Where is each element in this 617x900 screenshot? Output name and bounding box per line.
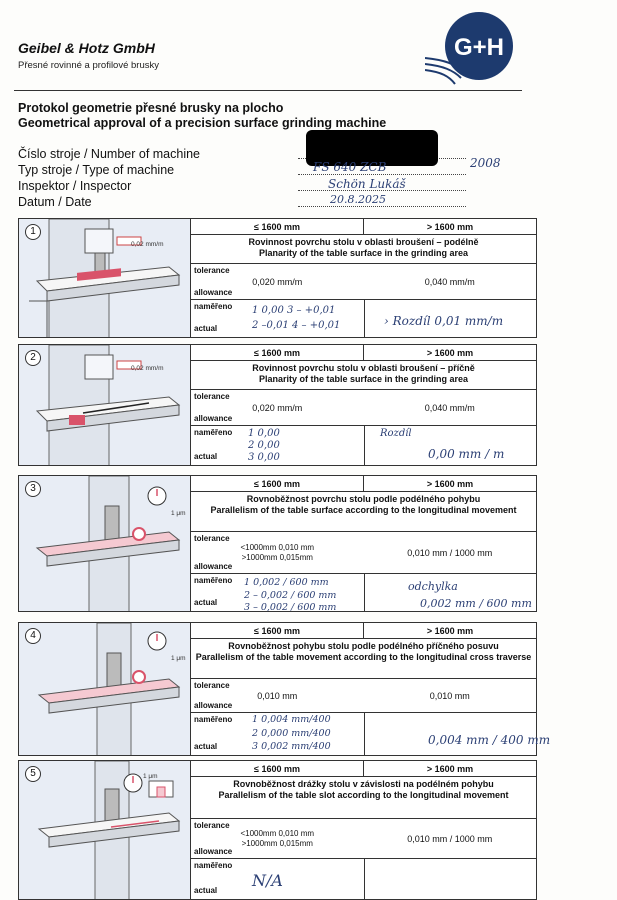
handwritten-measurement: 1 0,00 3 – +0,01 <box>252 305 336 316</box>
tolerance-row <box>191 679 536 713</box>
machine-year-value: 2008 <box>470 156 501 170</box>
parameter-title-en: Planarity of the table surface in the grinding area <box>258 374 469 384</box>
parameter-title-cz: Rovinnost povrchu stolu v oblasti broušení – příčně <box>252 363 475 373</box>
tolerance-le-long: >1000mm 0,015mm <box>241 838 313 848</box>
column-header-row <box>191 476 536 492</box>
col-le-1600: ≤ 1600 mm <box>191 623 364 638</box>
test-number: 4 <box>25 628 41 644</box>
col-gt-1600: > 1600 mm <box>426 479 474 489</box>
machine-diagram-icon <box>19 761 191 899</box>
namereno-label: naměřeno <box>194 715 233 724</box>
measured-row <box>191 859 536 899</box>
test-3-table <box>191 476 536 611</box>
namereno-label: naměřeno <box>194 861 233 870</box>
tolerance-label: tolerance <box>194 681 230 690</box>
col-gt-1600: > 1600 mm <box>426 626 474 636</box>
column-header-row <box>191 623 536 639</box>
date-label: Datum / Date <box>18 195 92 209</box>
accuracy-label: 1 μm <box>143 773 158 780</box>
test-number: 2 <box>25 350 41 366</box>
machine-type-label: Typ stroje / Type of machine <box>18 163 175 177</box>
tolerance-label: tolerance <box>194 392 230 401</box>
test-2-illustration <box>19 345 191 465</box>
parameter-title-en: Parallelism of the table slot according to the longitudinal movement <box>218 790 509 800</box>
column-divider <box>364 426 365 465</box>
parameter-title <box>191 492 536 532</box>
col-le-1600: ≤ 1600 mm <box>191 345 364 360</box>
machine-type-value: FS 640 ZCB <box>313 160 387 174</box>
allowance-label: allowance <box>194 701 233 710</box>
machine-diagram-icon <box>19 476 191 611</box>
handwritten-measurement: 1 0,004 mm/400 <box>252 714 331 725</box>
test-number: 1 <box>25 224 41 240</box>
tolerance-le: 0,020 mm/m <box>252 402 303 413</box>
tolerance-le-long: >1000mm 0,015mm <box>241 552 313 562</box>
tolerance-label: tolerance <box>194 266 230 275</box>
namereno-label: naměřeno <box>194 576 233 585</box>
test-3-illustration <box>19 476 191 611</box>
allowance-label: allowance <box>194 562 233 571</box>
handwritten-measurement: 2 – 0,002 / 600 mm <box>244 590 337 601</box>
company-subtitle: Přesné rovinné a profilové brusky <box>18 60 159 71</box>
machine-number-label: Číslo stroje / Number of machine <box>18 147 201 161</box>
parameter-title <box>191 777 536 819</box>
actual-label: actual <box>194 886 218 895</box>
accuracy-label: 1 μm <box>171 655 186 662</box>
tolerance-gt: 0,040 mm/m <box>424 276 475 287</box>
col-le-1600: ≤ 1600 mm <box>191 476 364 491</box>
machine-info-labels <box>18 146 200 210</box>
test-5-table <box>191 761 536 899</box>
handwritten-measurement: N/A <box>252 871 283 890</box>
accuracy-label: 0,02 mm/m <box>131 241 164 248</box>
handwritten-measurement: 3 0,002 mm/400 <box>252 741 331 752</box>
handwritten-result: › Rozdíl 0,01 mm/m <box>384 314 504 328</box>
namereno-label: naměřeno <box>194 302 233 311</box>
allowance-label: allowance <box>194 414 233 423</box>
document-title <box>18 101 386 131</box>
actual-label: actual <box>194 598 218 607</box>
parameter-title <box>191 361 536 390</box>
handwritten-result: 0,004 mm / 400 mm <box>428 733 551 747</box>
handwritten-measurement: 2 0,00 <box>248 440 280 451</box>
col-le-1600: ≤ 1600 mm <box>191 761 364 776</box>
handwritten-measurement: 2 –0,01 4 – +0,01 <box>252 320 341 331</box>
header-divider <box>14 90 522 91</box>
col-gt-1600: > 1600 mm <box>426 348 474 358</box>
logo-text: G+H <box>453 34 505 61</box>
handwritten-result: 0,002 mm / 600 mm <box>420 597 532 610</box>
date-line <box>298 206 466 207</box>
date-value: 20.8.2025 <box>330 193 386 206</box>
test-1-illustration <box>19 219 191 337</box>
test-5-illustration <box>19 761 191 899</box>
parameter-title-cz: Rovinnost povrchu stolu v oblasti broušení – podélně <box>248 237 479 247</box>
tolerance-row <box>191 532 536 574</box>
tolerance-label: tolerance <box>194 534 230 543</box>
handwritten-measurement: 2 0,000 mm/400 <box>252 728 331 739</box>
parameter-title-en: Parallelism of the table movement according to the longitudinal cross traverse <box>195 652 532 662</box>
actual-label: actual <box>194 742 218 751</box>
company-logo <box>425 10 521 90</box>
test-number: 5 <box>25 766 41 782</box>
column-header-row <box>191 219 536 235</box>
company-name: Geibel & Hotz GmbH <box>18 40 155 56</box>
handwritten-measurement: 1 0,00 <box>248 428 280 439</box>
parameter-title-en: Planarity of the table surface in the grinding area <box>258 248 469 258</box>
tolerance-row <box>191 264 536 300</box>
col-le-1600: ≤ 1600 mm <box>191 219 364 234</box>
machine-diagram-icon <box>19 345 191 465</box>
tolerance-label: tolerance <box>194 821 230 830</box>
actual-label: actual <box>194 452 218 461</box>
column-header-row <box>191 761 536 777</box>
parameter-title-cz: Rovnoběžnost pohybu stolu podle podélného příčného posuvu <box>228 641 499 651</box>
title-cz: Protokol geometrie přesné brusky na plocho <box>18 101 284 115</box>
tolerance-le-short: <1000mm 0,010 mm <box>240 542 315 552</box>
parameter-title <box>191 639 536 679</box>
handwritten-note: Rozdíl <box>380 428 412 439</box>
handwritten-note: odchylka <box>408 580 458 593</box>
column-divider <box>364 300 365 337</box>
handwritten-measurement: 3 0,00 <box>248 452 280 463</box>
handwritten-result: 0,00 mm / m <box>428 447 505 461</box>
machine-diagram-icon <box>19 623 191 755</box>
column-divider <box>364 574 365 611</box>
tolerance-gt: 0,010 mm / 1000 mm <box>407 833 493 844</box>
tolerance-row <box>191 390 536 426</box>
column-divider <box>364 859 365 899</box>
company-block <box>18 40 159 71</box>
machine-diagram-icon <box>19 219 191 337</box>
tolerance-gt: 0,010 mm <box>429 690 470 701</box>
tolerance-le: 0,010 mm <box>257 690 298 701</box>
actual-label: actual <box>194 324 218 333</box>
tolerance-row <box>191 819 536 859</box>
allowance-label: allowance <box>194 288 233 297</box>
col-gt-1600: > 1600 mm <box>426 764 474 774</box>
title-en: Geometrical approval of a precision surface grinding machine <box>18 116 387 130</box>
parameter-title-en: Parallelism of the table surface according to the longitudinal movement <box>210 505 517 515</box>
col-gt-1600: > 1600 mm <box>426 222 474 232</box>
tolerance-le-short: <1000mm 0,010 mm <box>240 828 315 838</box>
column-divider <box>364 713 365 755</box>
parameter-title <box>191 235 536 264</box>
test-4-illustration <box>19 623 191 755</box>
tolerance-gt: 0,010 mm / 1000 mm <box>407 547 493 558</box>
handwritten-measurement: 1 0,002 / 600 mm <box>244 577 329 588</box>
tolerance-le: 0,020 mm/m <box>252 276 303 287</box>
allowance-label: allowance <box>194 847 233 856</box>
inspector-value: Schön Lukáš <box>328 177 406 191</box>
handwritten-measurement: 3 – 0,002 / 600 mm <box>244 602 337 613</box>
accuracy-label: 0,02 mm/m <box>131 365 164 372</box>
machine-type-line <box>298 174 466 175</box>
parameter-title-cz: Rovnoběžnost povrchu stolu podle podélného pohybu <box>246 494 481 504</box>
test-number: 3 <box>25 481 41 497</box>
namereno-label: naměřeno <box>194 428 233 437</box>
parameter-title-cz: Rovnoběžnost drážky stolu v závislosti na podélném pohybu <box>233 779 494 789</box>
accuracy-label: 1 μm <box>171 510 186 517</box>
inspector-label: Inspektor / Inspector <box>18 179 132 193</box>
column-header-row <box>191 345 536 361</box>
tolerance-gt: 0,040 mm/m <box>424 402 475 413</box>
